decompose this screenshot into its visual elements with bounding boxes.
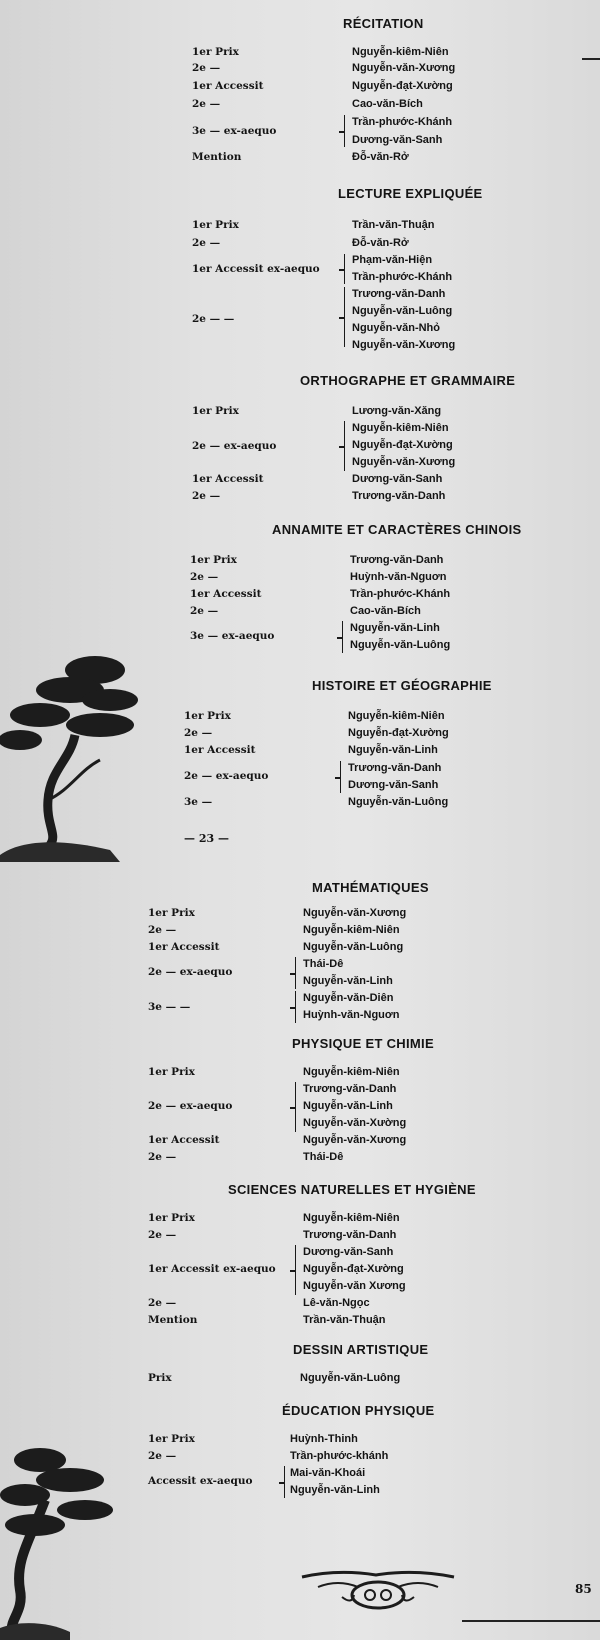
page-number: 85 [575,1582,592,1596]
ex-aequo-brace [284,1466,289,1498]
ex-aequo-brace [295,991,300,1023]
student-name: Nguyễn-kiêm-Niên [303,1066,400,1078]
award-label: 1er Prix [192,219,239,231]
award-label: 1er Accessit [184,744,256,756]
section-title-education-physique: ÉDUCATION PHYSIQUE [282,1403,435,1418]
award-label: 3e — [184,796,213,808]
student-name: Dương-văn-Sanh [352,134,443,146]
award-label: 2e — [148,1297,177,1309]
student-name: Nguyễn-đạt-Xường [303,1263,404,1275]
award-label: 3e — ex-aequo [190,630,275,642]
award-label: 2e — [148,1450,177,1462]
student-name: Nguyễn-kiêm-Niên [303,1212,400,1224]
award-label: 1er Prix [190,554,237,566]
section-title-lecture-expliquee: LECTURE EXPLIQUÉE [338,186,483,201]
award-label: Mention [148,1314,198,1326]
student-name: Mai-văn-Khoái [290,1467,366,1479]
student-name: Dương-văn-Sanh [303,1246,394,1258]
award-label: 2e — [192,62,221,74]
section-title-recitation: RÉCITATION [343,16,424,31]
award-label: Accessit ex-aequo [148,1475,253,1487]
award-label: 1er Accessit ex-aequo [148,1263,276,1275]
ex-aequo-brace [344,254,349,284]
top-right-rule [582,58,600,60]
bottom-rule [462,1620,600,1622]
ex-aequo-brace [342,621,347,653]
student-name: Trần-phước-Khánh [352,271,453,283]
decorative-ornament [298,1565,458,1613]
student-name: Nguyễn-văn-Xương [303,907,407,919]
award-label: 1er Prix [148,907,195,919]
award-label: 2e — ex-aequo [192,440,277,452]
section-title-dessin-artistique: DESSIN ARTISTIQUE [293,1342,429,1357]
student-name: Nguyễn-văn-Luông [352,305,453,317]
student-name: Nguyễn-văn-Luông [348,796,449,808]
award-label: 1er Accessit [148,941,220,953]
student-name: Đỗ-văn-Rở [352,151,409,163]
student-name: Huỳnh-văn-Nguơn [303,1009,400,1021]
student-name: Nguyễn-đạt-Xường [352,80,453,92]
student-name: Nguyễn-văn-Xương [352,339,456,351]
student-name: Nguyễn-kiêm-Niên [352,46,449,58]
student-name: Trương-văn-Danh [352,288,446,300]
student-name: Nguyễn-văn-Linh [303,975,393,987]
ex-aequo-brace [295,1082,300,1132]
ex-aequo-brace [295,957,300,989]
student-name: Nguyễn-văn-Luông [350,639,451,651]
student-name: Trương-văn-Danh [352,490,446,502]
student-name: Cao-văn-Bích [350,605,421,617]
student-name: Nguyễn-văn-Nhỏ [352,322,440,334]
award-label: 2e — [192,490,221,502]
award-label: 2e — ex-aequo [148,966,233,978]
ex-aequo-brace [344,287,349,347]
student-name: Nguyễn-văn-Linh [350,622,440,634]
student-name: Trương-văn-Danh [303,1229,397,1241]
award-label: 2e — — [192,313,235,325]
award-label: 3e — — [148,1001,191,1013]
student-name: Nguyễn-văn-Linh [348,744,438,756]
student-name: Nguyễn-văn Xương [303,1280,406,1292]
section-title-mathematiques: MATHÉMATIQUES [312,880,429,895]
student-name: Trần-phước-khánh [290,1450,389,1462]
ex-aequo-brace [295,1245,300,1295]
ex-aequo-brace [344,115,349,147]
award-label: 2e — [192,98,221,110]
student-name: Trần-phước-Khánh [350,588,451,600]
student-name: Nguyễn-đạt-Xường [348,727,449,739]
student-name: Cao-văn-Bích [352,98,423,110]
student-name: Trương-văn-Danh [348,762,442,774]
student-name: Nguyễn-kiêm-Niên [348,710,445,722]
award-label: 2e — [148,924,177,936]
award-label: 1er Accessit ex-aequo [192,263,320,275]
student-name: Lê-văn-Ngọc [303,1297,370,1309]
award-label: 2e — ex-aequo [148,1100,233,1112]
award-label: 1er Accessit [192,473,264,485]
award-label: Mention [192,151,242,163]
award-label: 1er Accessit [148,1134,220,1146]
section-title-physique-chimie: PHYSIQUE ET CHIMIE [292,1036,434,1051]
ex-aequo-brace [344,421,349,471]
student-name: Thái-Dê [303,1151,344,1163]
award-label: 2e — [190,571,219,583]
award-label: 2e — [192,237,221,249]
award-label: 2e — [184,727,213,739]
section-title-sciences-naturelles-hygiene: SCIENCES NATURELLES ET HYGIÈNE [228,1182,476,1197]
student-name: Trương-văn-Danh [350,554,444,566]
student-name: Nguyễn-văn-Xương [352,62,456,74]
student-name: Nguyễn-kiêm-Niên [303,924,400,936]
student-name: Trần-phước-Khánh [352,116,453,128]
student-name: Nguyễn-văn-Xương [303,1134,407,1146]
award-label: Prix [148,1372,172,1384]
student-name: Dương-văn-Sanh [348,779,439,791]
award-label: 1er Prix [148,1433,195,1445]
award-label: 1er Prix [184,710,231,722]
award-label: 3e — ex-aequo [192,125,277,137]
student-name: Nguyễn-văn-Linh [290,1484,380,1496]
bonsai-tree-illustration-lower [0,1440,120,1640]
student-name: Nguyễn-đạt-Xường [352,439,453,451]
award-label: 2e — [190,605,219,617]
bonsai-tree-illustration-upper [0,640,150,865]
award-label: 2e — [148,1229,177,1241]
student-name: Phạm-văn-Hiện [352,254,433,266]
award-label: 2e — [148,1151,177,1163]
student-name: Nguyễn-văn-Linh [303,1100,393,1112]
student-name: Nguyễn-văn-Luông [300,1372,401,1384]
student-name: Nguyễn-văn-Diên [303,992,394,1004]
student-name: Nguyễn-văn-Xường [303,1117,407,1129]
award-label: 1er Prix [192,405,239,417]
page-marker: — 23 — [184,832,229,845]
student-name: Thái-Dê [303,958,344,970]
student-name: Nguyễn-kiêm-Niên [352,422,449,434]
student-name: Đỗ-văn-Rở [352,237,409,249]
section-title-orthographe-grammaire: ORTHOGRAPHE ET GRAMMAIRE [300,373,516,388]
student-name: Nguyễn-văn-Luông [303,941,404,953]
ex-aequo-brace [340,761,345,793]
student-name: Huỳnh-Thinh [290,1433,358,1445]
award-label: 1er Prix [192,46,239,58]
award-label: 1er Accessit [192,80,264,92]
section-title-histoire-geographie: HISTOIRE ET GÉOGRAPHIE [312,678,492,693]
student-name: Lương-văn-Xăng [352,405,442,417]
award-label: 2e — ex-aequo [184,770,269,782]
student-name: Dương-văn-Sanh [352,473,443,485]
section-title-annamite-caracteres-chinois: ANNAMITE ET CARACTÈRES CHINOIS [272,522,522,537]
award-label: 1er Prix [148,1212,195,1224]
award-label: 1er Prix [148,1066,195,1078]
student-name: Trương-văn-Danh [303,1083,397,1095]
award-label: 1er Accessit [190,588,262,600]
student-name: Trần-văn-Thuận [352,219,435,231]
student-name: Nguyễn-văn-Xương [352,456,456,468]
student-name: Trần-văn-Thuận [303,1314,386,1326]
student-name: Huỳnh-văn-Nguơn [350,571,447,583]
